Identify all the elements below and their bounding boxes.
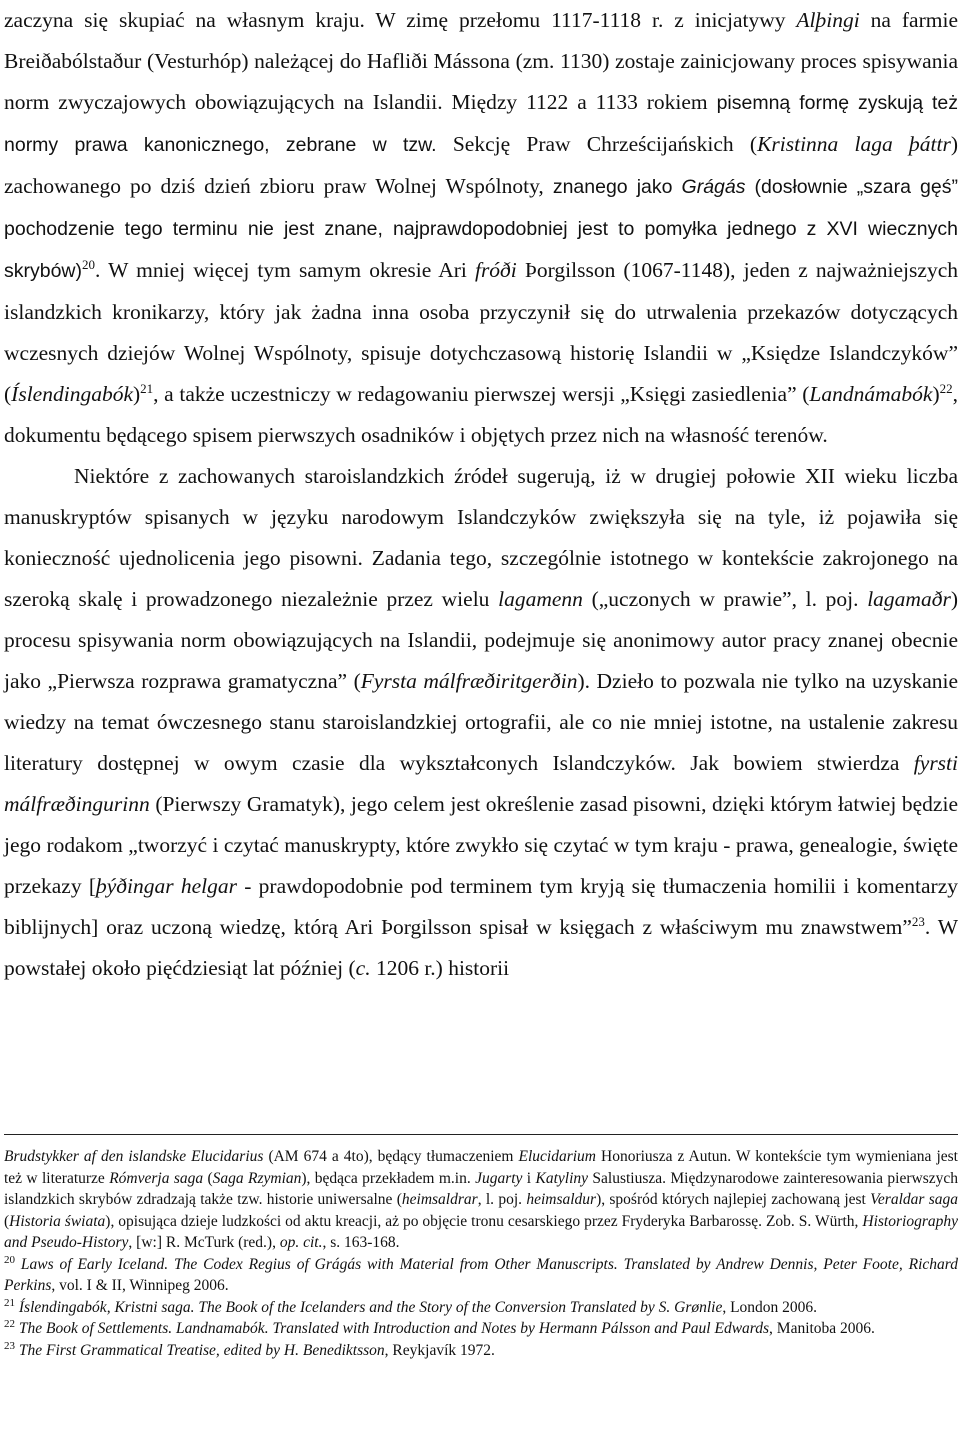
text-run: , vol. I & II, Winnipeg 2006. <box>51 1277 229 1294</box>
text-run: na farmie Breiðabólstaður (Vesturhóp) należącej do Hafliði Mássona (zm. 1130) zostaje zainicjowany proces spisywania norm zwyczajowych obowiązujących na Islandii. Między 1122 a 1133 rokiem <box>4 8 958 114</box>
footnotes <box>4 1146 958 1361</box>
text-run: („uczonych w prawie”, l. poj. <box>582 587 868 611</box>
text-run: Þorgilsson (1067-1148), jeden z najważniejszych islandzkich kronikarzy, który jak żadna inna osoba przyczynił się do utrwalenia przekazów dotyczących wczesnych dziejów Wolnej Wspólnoty, spisuje dotychczasową historię Islandii w „Księdze Islandczyków” ( <box>4 258 958 406</box>
text-run: , s. 163-168. <box>322 1234 400 1251</box>
text-run: , a także uczestniczy w redagowaniu pierwszej wersji „Księgi zasiedlenia” ( <box>153 382 810 406</box>
italic-title: Historia świata <box>9 1212 106 1230</box>
text-run: , l. poj. <box>477 1191 527 1208</box>
text-run: zaczyna się skupiać na własnym kraju. W zimę przełomu 1117-1118 r. z inicjatywy <box>4 8 797 32</box>
text-run: , [w:] R. McTurk (red.), <box>128 1234 280 1251</box>
italic-title: Katyliny <box>535 1169 589 1187</box>
text-run: Sekcję Praw Chrześcijańskich ( <box>436 132 758 156</box>
text-run: ) procesu spisywania norm obowiązujących na Islandii, podejmuje się anonimowy autor pracy znanej obecnie jako „Pierwsza rozprawa gramatyczna” ( <box>4 587 958 693</box>
italic-title: Laws of Early Iceland. The Codex Regius of Grágás with Material from Other Manuscripts. Translated by Andrew Dennis, Peter Foote, Richard Perkins <box>4 1255 958 1294</box>
text-run: ). Dzieło to pozwala nie tylko na uzyskanie wiedzy na temat ówczesnego stanu staroislandzkiej ortografii, ale co nie mniej istotne, na ustalenie zakresu literatury dostępnej w owym czasie dla wykształconych Islandczyków. Jak bowiem stwierdza <box>4 669 959 775</box>
footnote-ref-21[interactable]: 21 <box>140 381 154 396</box>
italic-term: Fyrsta málfræðiritgerðin <box>360 669 578 693</box>
italic-term: þýðingar helgar <box>96 874 238 898</box>
text-run: ( <box>4 1212 10 1230</box>
paragraph-2 <box>4 456 958 989</box>
italic-title: Historiography and Pseudo-History <box>4 1212 958 1251</box>
footnote-ref-23[interactable]: 23 <box>911 914 925 929</box>
text-run: - prawdopodobnie pod terminem tym kryją się tłumaczenia homilii i komentarzy biblijnych] oraz uczoną wiedzę, którą Ari Þorgilsson spisał w księgach z właściwym mu znawstwem” <box>4 874 958 939</box>
text-run: ) <box>132 382 141 406</box>
italic-term: Kristinna laga þáttr <box>757 132 951 156</box>
italic-title: op. cit. <box>279 1234 323 1251</box>
italic-term: Íslendingabók <box>11 382 133 406</box>
text-run: (AM 674 a 4to), będący tłumaczeniem <box>263 1148 519 1165</box>
italic-term: Landnámabók <box>809 382 933 406</box>
footnote-number: 23 <box>4 1339 15 1352</box>
footnote-ref-22[interactable]: 22 <box>939 381 953 396</box>
italic-title: heimsaldrar <box>401 1191 478 1208</box>
text-run-sans: (dosłownie „szara gęś” pochodzenie tego terminu nie jest znane, najprawdopodobniej jest to pomyłka jednego z XVI wiecznych skrybów) <box>4 176 958 282</box>
footnote-21 <box>4 1297 958 1319</box>
text-run: ) <box>932 382 940 406</box>
italic-title: The First Grammatical Treatise, edited by H. Benediktsson <box>15 1341 385 1359</box>
text-run: . W powstałej około pięćdziesiąt lat później ( <box>4 915 959 980</box>
main-text <box>4 0 958 989</box>
italic-term: fróði <box>474 258 517 282</box>
text-run: ( <box>203 1169 213 1187</box>
footnote-22 <box>4 1318 958 1340</box>
italic-title: Brudstykker af den islandske Elucidarius <box>4 1148 264 1165</box>
italic-title: Jugarty <box>475 1169 523 1187</box>
footnote-ref-20[interactable]: 20 <box>82 257 96 272</box>
text-run: , Reykjavík 1972. <box>384 1341 495 1359</box>
text-run: , Manitoba 2006. <box>769 1320 875 1337</box>
text-run: Salustiusza. Międzynarodowe zainteresowania pierwszych islandzkich skrybów zdradzają także tzw. historie uniwersalne ( <box>4 1169 958 1208</box>
footnote-number: 21 <box>4 1296 15 1309</box>
italic-title: Elucidarium <box>518 1148 596 1165</box>
text-run: . W mniej więcej tym samym okresie Ari <box>95 258 475 282</box>
text-run: (Pierwszy Gramatyk), jego celem jest określenie zasad pisowni, dzięki którym łatwiej będzie jego rodakom „tworzyć i czytać manuskrypty, które zwykło się czytać w tym kraju - prawa, genealogie, święte przekazy [ <box>4 792 958 898</box>
text-run: , dokumentu będącego spisem pierwszych osadników i objętych przez nich na własność terenów. <box>4 382 958 447</box>
text-run: Honoriusza z Autun. W kontekście tym wymieniana jest też w literaturze <box>4 1148 958 1187</box>
italic-term: Grágás <box>681 176 746 198</box>
text-run: i <box>522 1169 536 1187</box>
footnote-separator <box>4 1134 958 1135</box>
italic-title: Íslendingabók, Kristni saga. The Book of the Icelanders and the Story of the Conversion Translated by S. Grønlie <box>15 1298 723 1316</box>
italic-title: The Book of Settlements. Landnamabók. Translated with Introduction and Notes by Hermann Pálsson and Paul Edwards <box>15 1320 770 1337</box>
text-run-sans: znanego jako <box>552 176 682 198</box>
footnote-20 <box>4 1254 958 1297</box>
paragraph-1 <box>4 0 958 456</box>
italic-title: Rómverja saga <box>109 1169 204 1187</box>
italic-title: Veraldar saga <box>870 1191 958 1208</box>
italic-term: fyrsti málfræðingurinn <box>4 751 958 816</box>
footnote-continuation <box>4 1146 958 1254</box>
italic-term: Alþingi <box>796 8 860 32</box>
text-run: ) zachowanego po dziś dzień zbioru praw Wolnej Wspólnoty, <box>4 132 958 198</box>
italic-title: Saga Rzymian <box>212 1169 302 1187</box>
italic-title: heimsaldur <box>526 1191 597 1208</box>
text-run: ), będąca przekładem m.in. <box>301 1169 476 1187</box>
text-run: , London 2006. <box>722 1298 818 1316</box>
text-run-sans: pisemną formę zyskują też normy prawa kanonicznego, zebrane w tzw. <box>4 92 958 156</box>
footnote-number: 20 <box>4 1253 15 1266</box>
italic-term: lagamenn <box>498 587 583 611</box>
footnote-23 <box>4 1340 958 1362</box>
text-run: Niektóre z zachowanych staroislandzkich źródeł sugerują, iż w drugiej połowie XII wieku liczba manuskryptów spisanych w języku narodowym Islandczyków zwiększyła się na tyle, iż pojawiła się konieczność ujednolicenia jego pisowni. Zadania tego, szczególnie istotnego w kontekście zakrojonego na szeroką skalę i prowadzonego niezależnie przez wielu <box>4 464 958 611</box>
italic-term: c. <box>355 956 371 980</box>
italic-term: lagamaðr <box>867 587 951 611</box>
footnote-number: 22 <box>4 1318 15 1330</box>
text-run: ), spośród których najlepiej zachowaną jest <box>596 1191 871 1208</box>
text-run: 1206 r.) historii <box>370 956 510 980</box>
text-run: ), opisująca dzieje ludzkości od aktu kreacji, aż po objęcie tronu cesarskiego przez Fryderyka Barbarossę. Zob. S. Würth, <box>105 1212 863 1230</box>
